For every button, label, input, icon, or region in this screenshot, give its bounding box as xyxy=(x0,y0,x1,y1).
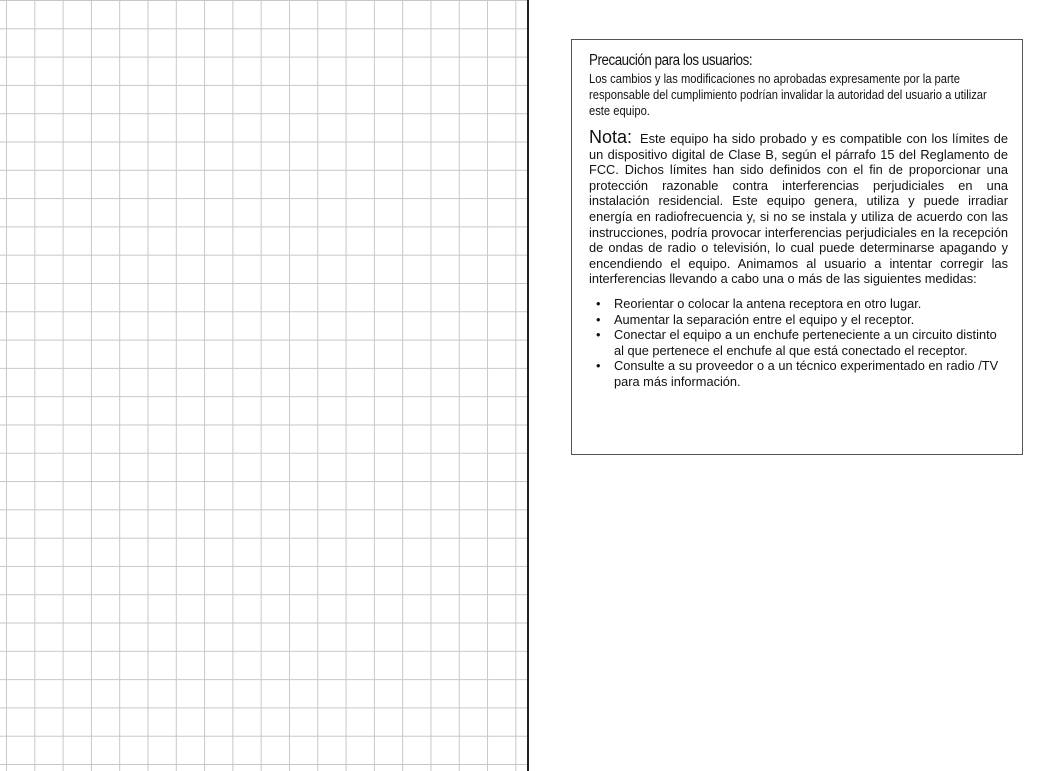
regulatory-page xyxy=(529,0,1054,771)
bullet-icon: • xyxy=(596,311,601,327)
list-item xyxy=(589,296,1008,312)
list-item-text: Conectar el equipo a un enchufe perteneciente a un circuito distinto al que pertenece el enchufe al que está conectado el receptor. xyxy=(614,327,997,358)
list-item xyxy=(589,327,1008,358)
bullet-icon: • xyxy=(596,327,601,343)
list-item xyxy=(589,358,1008,389)
measures-list xyxy=(589,296,1008,390)
list-item-text: Reorientar o colocar la antena receptora en otro lugar. xyxy=(614,295,922,311)
bullet-icon: • xyxy=(596,295,601,311)
fcc-notice-box xyxy=(571,39,1023,455)
nota-label: Nota: xyxy=(589,127,633,147)
nota-paragraph xyxy=(589,127,1008,287)
list-item xyxy=(589,312,1008,328)
caution-text: Los cambios y las modificaciones no aprobadas expresamente por la parte responsable del cumplimiento podrían invalidar la autoridad del usuario a utilizar este equipo. xyxy=(589,71,987,118)
list-item-text: Aumentar la separación entre el equipo y el receptor. xyxy=(614,311,915,327)
caution-title: Precaución para los usuarios: xyxy=(589,52,753,69)
list-item-text: Consulte a su proveedor o a un técnico experimentado en radio /TV para más información. xyxy=(614,358,999,389)
nota-text: Este equipo ha sido probado y es compatible con los límites de un dispositivo digital de Clase B, según el párrafo 15 del Reglamento de FCC. Dichos límites han sido definidos con el fin de proporcionar una protección razonable contra interferencias perjudiciales en una instalación residencial. Este equipo genera, utiliza y puede irradiar energía en radiofrecuencia y, si no se instala y utiliza de acuerdo con las instrucciones, podría provocar interferencias perjudiciales en la recepción de ondas de radio o televisión, lo cual puede determinarse apagando y encendiendo el equipo. Animamos al usuario a intentar corregir las interferencias llevando a cabo una o más de las siguientes medidas: xyxy=(589,131,1008,287)
bullet-icon: • xyxy=(596,358,601,374)
